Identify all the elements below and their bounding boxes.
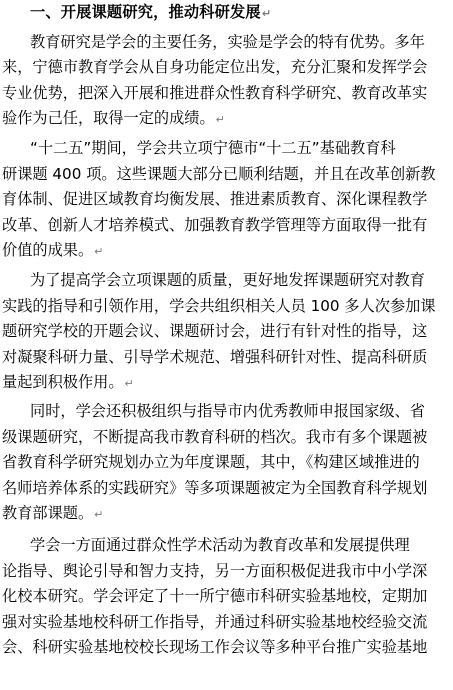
- paragraph-line: [2, 345, 427, 371]
- paragraph-line-text: 题研究学校的开题会议、课题研讨会，进行有针对性的指导，这: [2, 322, 428, 341]
- paragraph-line: [30, 268, 425, 294]
- paragraph-line: [2, 559, 427, 585]
- paragraph-line-text: 化校本研究。学会评定了十一所宁德市科研实验基地校，定期加: [2, 587, 428, 606]
- paragraph-mark-icon: ↵: [94, 508, 104, 522]
- paragraph-line-text: 研课题 400 项。这些课题大部分已顺利结题，并且在改革创新教: [2, 164, 436, 183]
- paragraph-line: [2, 162, 436, 188]
- paragraph-line: [2, 106, 225, 132]
- paragraph-line-text: 论指导、舆论引导和智力支持，另一方面积极促进我市中小学深: [2, 561, 428, 580]
- paragraph-line: [30, 399, 425, 425]
- paragraph-line: [2, 476, 427, 502]
- paragraph-line: [2, 319, 427, 345]
- paragraph-mark-icon: ↵: [124, 377, 134, 391]
- paragraph-line: [2, 55, 427, 81]
- paragraph-line-text: 验作为己任，取得一定的成绩。: [2, 109, 215, 128]
- paragraph-line: [30, 136, 396, 162]
- paragraph-line-text: 量起到积极作用。: [2, 373, 124, 392]
- paragraph-line: [2, 610, 427, 636]
- paragraph-mark-icon: ↵: [94, 245, 104, 259]
- paragraph-line-text: 育体制、促进区域教育均衡发展、推进素质教育、深化课程教学: [2, 190, 428, 209]
- paragraph-line: [2, 584, 427, 610]
- paragraph-line-text: 级课题研究，不断提高我市教育科研的档次。我市有多个课题被: [2, 427, 428, 446]
- section-heading-text: 一、开展课题研究，推动科研发展: [30, 3, 261, 21]
- paragraph-line: [2, 501, 103, 527]
- paragraph-line-text: 教育研究是学会的主要任务，实验是学会的特有优势。多年: [30, 32, 425, 51]
- paragraph-line: [2, 294, 436, 320]
- paragraph-line-text: 强对实验基地校科研工作指导，并通过科研实验基地校经验交流: [2, 612, 428, 631]
- paragraph-line: [2, 450, 420, 476]
- paragraph-line-text: 同时，学会还积极组织与指导市内优秀教师申报国家级、省: [30, 402, 425, 420]
- paragraph-mark-icon: ↵: [215, 113, 225, 127]
- paragraph-line: [2, 425, 427, 451]
- paragraph-line-text: 学会一方面通过群众性学术活动为教育改革和发展提供理: [30, 536, 410, 554]
- paragraph-line-text: 为了提高学会立项课题的质量，更好地发挥课题研究对教育: [30, 271, 425, 289]
- paragraph-line-text: 来，宁德市教育学会从自身功能定位出发，充分汇聚和发挥学会: [2, 58, 428, 77]
- paragraph-line: [30, 533, 410, 559]
- paragraph-line: [2, 370, 134, 396]
- paragraph-line-text: 对凝聚科研力量、引导学术规范、增强科研针对性、提高科研质: [2, 347, 428, 366]
- paragraph-line: [30, 30, 425, 56]
- paragraph-line: [2, 238, 103, 264]
- paragraph-line: [2, 635, 427, 661]
- paragraph-line-text: 实践的指导和引领作用，学会共组织相关人员 100 多人次参加课: [2, 296, 436, 315]
- paragraph-line: [2, 81, 427, 107]
- paragraph-line-text: 会、科研实验基地校校长现场工作会议等多种平台推广实验基地: [2, 638, 428, 657]
- paragraph-line-text: 专业优势，把深入开展和推进群众性教育科学研究、教育改革实: [2, 83, 428, 102]
- paragraph-line-text: 价值的成果。: [2, 241, 94, 260]
- paragraph-line-text: 名师培养体系的实践研究》等多项课题被定为全国教育科学规划: [2, 478, 428, 497]
- paragraph-line: [2, 213, 427, 239]
- paragraph-mark-icon: ↵: [261, 7, 272, 20]
- paragraph-line: [2, 187, 427, 213]
- paragraph-line-text: 教育部课题。: [2, 504, 94, 523]
- section-heading: [30, 0, 271, 27]
- paragraph-line-text: 改革、创新人才培养模式、加强教育教学管理等方面取得一批有: [2, 215, 428, 234]
- paragraph-line-text: “十二五”期间，学会共立项宁德市“十二五”基础教育科: [30, 139, 396, 157]
- paragraph-line-text: 省教育科学研究规划办立为年度课题，其中，《构建区域推进的: [2, 453, 420, 472]
